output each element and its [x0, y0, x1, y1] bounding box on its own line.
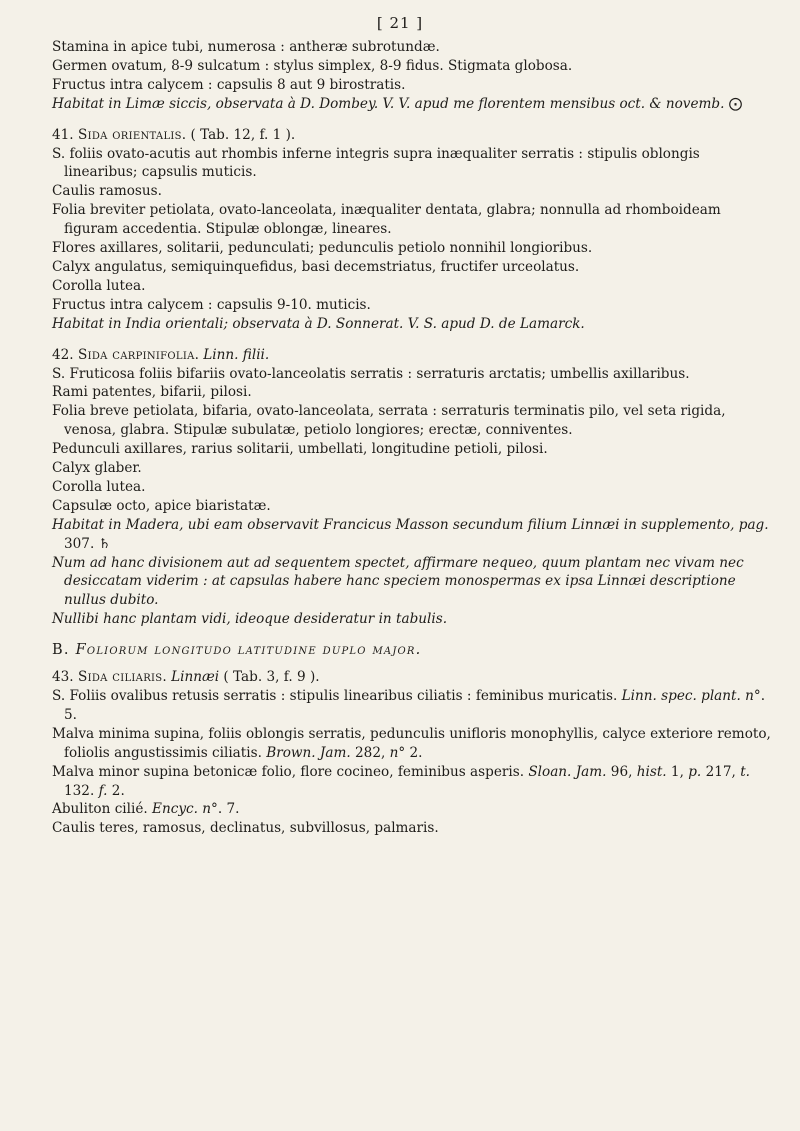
text-paragraph: Fructus intra calycem : capsulis 8 aut 9 birostratis. [52, 76, 406, 93]
text-paragraph: Calyx angulatus, semiquinquefidus, basi decemstriatus, fructifer urceolatus. [52, 258, 580, 275]
text-paragraph: Rami patentes, bifarii, pilosi. [52, 384, 252, 401]
page-number: [ 21 ] [376, 14, 424, 32]
spacer [52, 660, 772, 668]
text-paragraph: Habitat in India orientali; observata à D. Sonnerat. V. S. apud D. de Lamarck. [52, 315, 585, 332]
text-paragraph: S. Foliis ovalibus retusis serratis : stipulis linearibus ciliatis : feminibus muricatis. Linn. spec. plant. n°. 5. [52, 688, 766, 723]
text-paragraph: Calyx glaber. [52, 460, 142, 477]
text-paragraph: Folia breviter petiolata, ovato-lanceolata, inæqualiter dentata, glabra; nonnulla ad rhomboideam figuram accedentia. Stipulæ oblongæ, lineares. [52, 202, 721, 238]
section-heading: B. Foliorum longitudo latitudine duplo major. [52, 642, 422, 659]
text-paragraph: Nullibi hanc plantam vidi, ideoque desideratur in tabulis. [52, 611, 448, 628]
spacer [52, 629, 772, 641]
text-paragraph: S. Fruticosa foliis bifariis ovato-lanceolatis serratis : serraturis arctatis; umbellis axillaribus. [52, 365, 690, 382]
species-heading: 42. Sida carpinifolia. Linn. filii. [52, 346, 270, 363]
species-heading: 41. Sida orientalis. ( Tab. 12, f. 1 ). [52, 126, 296, 143]
text-paragraph: Corolla lutea. [52, 478, 146, 495]
text-paragraph: Malva minima supina, foliis oblongis serratis, pedunculis unifloris monophyllis, calyce exteriore remoto, foliolis angustissimis ciliatis. Brown. Jam. 282, n° 2. [52, 725, 771, 761]
page-text [52, 38, 772, 838]
spacer [52, 334, 772, 346]
text-paragraph: Flores axillares, solitarii, pedunculati; pedunculis petiolo nonnihil longioribus. [52, 240, 593, 257]
text-paragraph: S. foliis ovato-acutis aut rhombis inferne integris supra inæqualiter serratis : stipulis oblongis linearibus; capsulis muticis. [52, 145, 700, 181]
text-paragraph: Malva minor supina betonicæ folio, flore cocineo, feminibus asperis. Sloan. Jam. 96, hist. 1, p. 217, t. 132. f. 2. [52, 763, 750, 799]
species-heading: 43. Sida ciliaris. Linnæi ( Tab. 3, f. 9 ). [52, 669, 320, 686]
text-paragraph: Stamina in apice tubi, numerosa : antheræ subrotundæ. [52, 39, 440, 55]
text-paragraph: Abuliton cilié. Encyc. n°. 7. [52, 801, 240, 818]
text-paragraph: Caulis ramosus. [52, 183, 162, 200]
text-paragraph: Folia breve petiolata, bifaria, ovato-lanceolata, serrata : serraturis terminatis pilo, vel seta rigida, venosa, glabra. Stipulæ subulatæ, petiolo longiores; erectæ, conniventes. [52, 403, 726, 439]
text-paragraph: Fructus intra calycem : capsulis 9-10. muticis. [52, 296, 371, 313]
text-paragraph: Corolla lutea. [52, 277, 146, 294]
text-paragraph: Caulis teres, ramosus, declinatus, subvillosus, palmaris. [52, 820, 439, 837]
text-paragraph: Capsulæ octo, apice biaristatæ. [52, 497, 271, 514]
text-paragraph: Num ad hanc divisionem aut ad sequentem spectet, affirmare nequeo, quum plantam nec vivam nec desiccatam viderim : at capsulas habere hanc speciem monospermas ex ipsa Linnæi descriptione nullus dubito. [52, 554, 744, 609]
spacer [52, 114, 772, 126]
text-paragraph: Germen ovatum, 8-9 sulcatum : stylus simplex, 8-9 fidus. Stigmata globosa. [52, 57, 573, 74]
text-paragraph: Habitat in Limæ siccis, observata à D. Dombey. V. V. apud me florentem mensibus oct. & novemb. ⨀ [52, 95, 743, 112]
text-paragraph: Habitat in Madera, ubi eam observavit Francicus Masson secundum filium Linnæi in supplemento, pag. 307. ♄ [52, 516, 769, 552]
text-paragraph: Pedunculi axillares, rarius solitarii, umbellati, longitudine petioli, pilosi. [52, 441, 548, 458]
